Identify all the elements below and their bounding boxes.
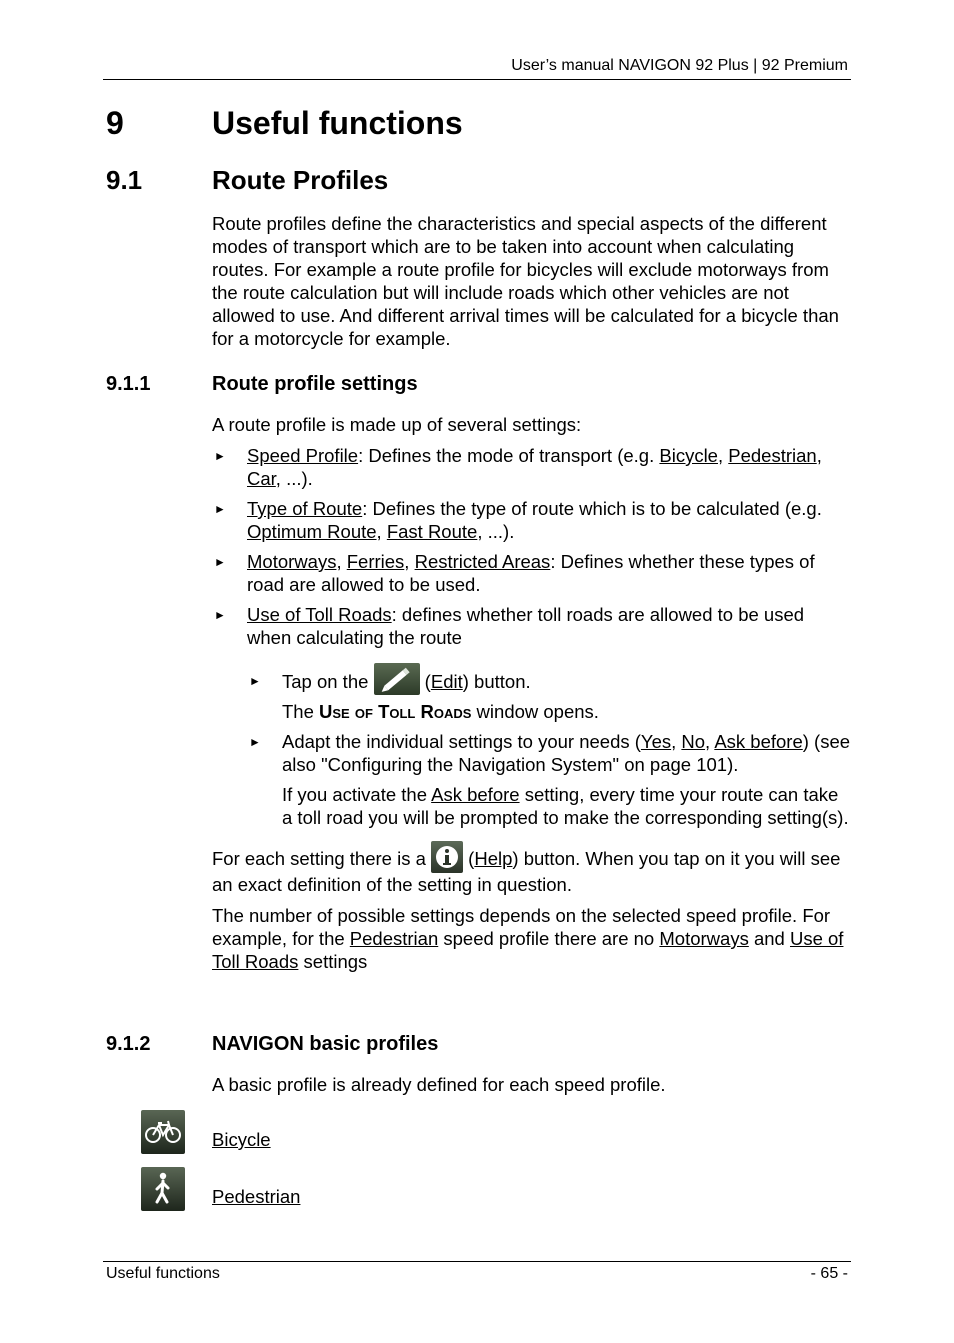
window-opens-text [282,700,852,723]
link-bicycle-profile[interactable]: Bicycle [212,1129,271,1150]
section-intro [212,212,852,358]
pencil-icon [374,663,420,695]
text: , [376,521,387,542]
pedestrian-icon [141,1167,185,1211]
link-pedestrian-profile[interactable]: Pedestrian [212,1186,301,1207]
steps-list [247,663,852,698]
link-help[interactable]: Help [474,848,513,869]
footer-section: Useful functions [106,1265,220,1282]
basic-profiles-lead [212,1073,852,1104]
bullet-arrow-icon: ► [214,502,226,516]
link-use-of-toll-roads[interactable]: Use of Toll Roads [247,604,392,625]
text: setting, every time your route can take a toll road you will be prompted to make the corresponding setting(s). [282,784,849,828]
toll-roads-steps [247,663,852,829]
text: , [705,731,715,752]
basic-profiles-text: A basic profile is already defined for each speed profile. [212,1074,666,1095]
running-header: User’s manual NAVIGON 92 Plus | 92 Premium [511,57,848,74]
list-item [247,730,852,776]
link-restricted-areas[interactable]: Restricted Areas [414,551,551,572]
link-car[interactable]: Car [247,468,276,489]
settings-list [212,444,852,649]
chapter-title: Useful functions [212,105,463,141]
text: , ...). [275,468,313,489]
chapter-number: 9 [106,105,124,141]
link-ask-before-2[interactable]: Ask before [431,784,520,805]
text: and [748,928,790,949]
profile-label-bicycle[interactable] [212,1129,271,1151]
text: settings [298,951,368,972]
bullet-arrow-icon: ► [249,735,261,749]
page-number: - 65 - [810,1265,848,1282]
list-item [212,497,852,543]
link-motorways[interactable]: Motorways [247,551,337,572]
text: : Defines the mode of transport (e.g. [358,445,660,466]
section-number: 9.1 [106,165,143,195]
footer-rule [103,1261,851,1262]
subsection-title: NAVIGON basic profiles [212,1033,439,1055]
link-pedestrian-2[interactable]: Pedestrian [349,928,439,949]
link-optimum-route[interactable]: Optimum Route [247,521,377,542]
subsection-number: 9.1.2 [106,1033,151,1055]
text: , [336,551,347,572]
text: speed profile there are no [438,928,660,949]
text: The [282,701,320,722]
text: ( [463,848,475,869]
route-settings-body [212,413,852,981]
text: window opens. [471,701,599,722]
text: For each setting there is a [212,848,426,869]
bullet-arrow-icon: ► [249,674,261,688]
link-no[interactable]: No [681,731,706,752]
text: : Defines the type of route which is to be calculated (e.g. [362,498,822,519]
link-edit[interactable]: Edit [430,671,463,692]
text: : Defines whether these types of road are allowed to be used. [247,551,815,595]
section-title: Route Profiles [212,165,389,195]
text: ( [419,671,431,692]
text: ) (see also "Configuring the Navigation System" on page 101). [282,731,851,775]
link-motorways-2[interactable]: Motorways [659,928,749,949]
text: , [404,551,415,572]
ask-before-info [282,783,852,829]
text: : defines whether toll roads are allowed to be used when calculating the route [247,604,805,648]
bicycle-icon [141,1110,185,1154]
list-item [247,663,852,698]
list-item [212,603,852,649]
link-yes[interactable]: Yes [640,731,672,752]
list-item [212,444,852,490]
profile-label-pedestrian[interactable] [212,1186,300,1208]
link-pedestrian[interactable]: Pedestrian [728,445,817,466]
text: , ...). [477,521,515,542]
bullet-arrow-icon: ► [214,555,226,569]
link-speed-profile[interactable]: Speed Profile [247,445,359,466]
text: Adapt the individual settings to your needs ( [282,731,641,752]
text: The number of possible settings depends on the selected speed profile. For example, for the [212,905,831,949]
window-name: Use of Toll Roads [319,701,472,722]
text: , [717,445,729,466]
text: If you activate the [282,784,432,805]
help-button[interactable] [431,841,463,873]
pedestrian-button[interactable] [141,1167,185,1211]
subsection-number: 9.1.1 [106,373,151,395]
link-fast-route[interactable]: Fast Route [386,521,478,542]
info-icon [431,841,463,873]
bicycle-button[interactable] [141,1110,185,1154]
link-ferries[interactable]: Ferries [346,551,405,572]
bullet-arrow-icon: ► [214,608,226,622]
help-paragraph [212,841,852,896]
subsection-title: Route profile settings [212,373,418,395]
bullet-arrow-icon: ► [214,449,226,463]
intro-paragraph: Route profiles define the characteristics and special aspects of the different modes of transport which are to be taken into account when calculating routes. For example a route profile for bicycles will exclude motorways from the route calculation but will include roads which other vehicles are not allowed to use. And different arrival times will be calculated for a bicycle than for a motorcycle for example. [212,213,839,349]
link-use-of-toll-roads-2[interactable]: Use of Toll Roads [212,928,844,972]
link-type-of-route[interactable]: Type of Route [247,498,363,519]
list-item [212,550,852,596]
text: ) button. [462,671,531,692]
text: , [671,731,682,752]
text: , [816,445,822,466]
steps-list-2 [247,730,852,776]
link-ask-before[interactable]: Ask before [714,731,803,752]
header-rule [103,79,851,80]
settings-lead: A route profile is made up of several settings: [212,414,582,435]
text: Tap on the [282,671,369,692]
settings-count-paragraph [212,904,852,973]
text: ) button. When you tap on it you will see an exact definition of the setting in question. [212,848,841,895]
link-bicycle[interactable]: Bicycle [659,445,718,466]
edit-button[interactable] [374,663,420,695]
